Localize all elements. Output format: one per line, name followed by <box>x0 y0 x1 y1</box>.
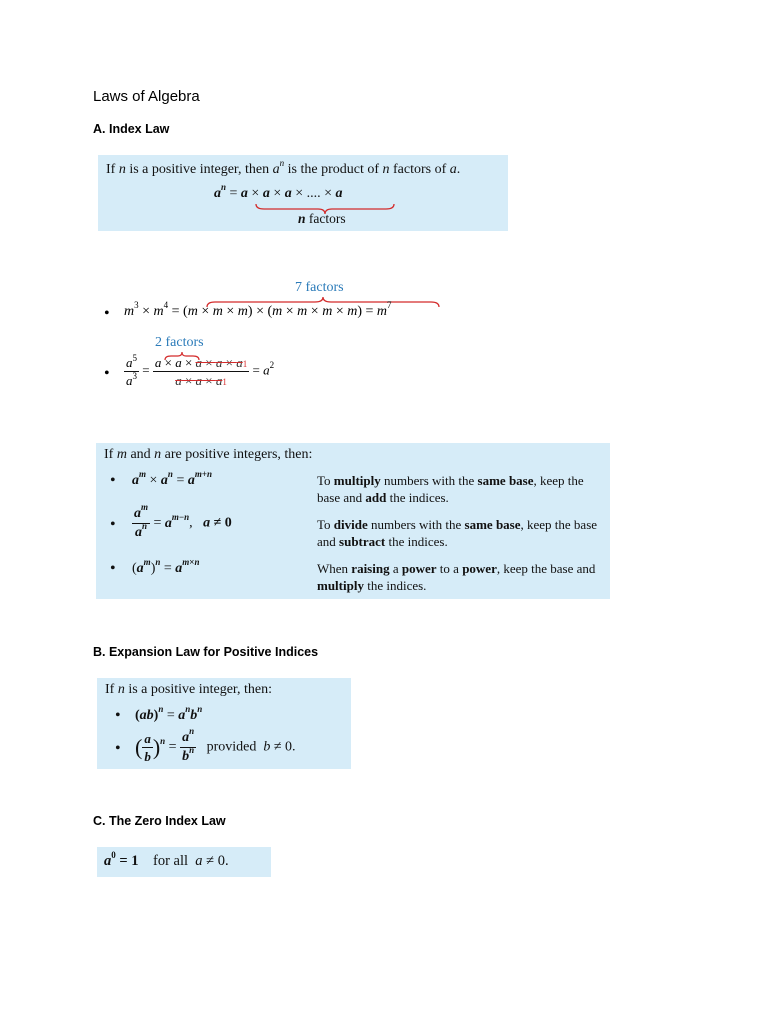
rule3-description: When raising a power to a power, keep the base and multiply the indices. <box>317 561 596 593</box>
rule1-description: To multiply numbers with the same base, keep the base and add the indices. <box>317 473 584 505</box>
section-a-heading: A. Index Law <box>93 122 170 136</box>
expansion-law-box <box>97 678 351 769</box>
rule3-formula: $(a^m)^n = a^{m\times n}$ <box>132 557 200 576</box>
expansion-rule1: $(ab)^n = a^nb^n$ <box>135 704 203 723</box>
ex2-bullet: • <box>104 365 110 382</box>
expansion-rule1-bullet: • <box>115 707 121 724</box>
rules-intro: If m and n are positive integers, then: <box>104 447 313 462</box>
zero-index-formula: $a^0 = 1$ for all a ≠ 0. <box>104 850 229 869</box>
zero-index-box <box>97 847 271 877</box>
section-b-heading: B. Expansion Law for Positive Indices <box>93 645 319 659</box>
factors-label: n factors <box>298 211 346 226</box>
rule1-bullet: • <box>110 472 116 489</box>
expansion-rule2-bullet: • <box>115 740 121 757</box>
ex1-equation: $m^3 \times m^4 = (m \times m \times m) \times (m \times m \times m \times m) = m^7$ <box>124 300 392 319</box>
rule2-bullet: • <box>110 516 116 533</box>
ex1-bullet: • <box>104 305 110 322</box>
expansion-intro: If n is a positive integer, then: <box>105 682 273 697</box>
definition-intro: If n is a positive integer, then $a^n$ is the product of n factors of a. <box>106 158 461 177</box>
ex2-equation: $\frac{a^5}{a^3}$ = $\frac{a \times a \times a \times a \times a1}{a \times a \times a1}$ = $a^2$ <box>126 352 275 388</box>
index-law-definition-box <box>98 155 508 231</box>
definition-formula: $a^n = a \times a \times a$ × .... × a <box>214 182 343 201</box>
rule2-description: To divide numbers with the same base, keep the base and subtract the indices. <box>317 517 598 549</box>
rule1-formula: $a^m \times a^n = a^{m+n}$ <box>132 469 213 488</box>
rule2-formula: $\frac{a^m}{a^n}$ = $a^{m-n}$, a ≠ 0 <box>134 502 232 540</box>
rule3-bullet: • <box>110 560 116 577</box>
ex2-factor-label: 2 factors <box>155 335 204 350</box>
page-title: Laws of Algebra <box>93 88 200 105</box>
ex1-factor-label: 7 factors <box>295 280 344 295</box>
index-rules-box <box>96 443 610 599</box>
section-c-heading: C. The Zero Index Law <box>93 814 226 828</box>
expansion-rule2: ( $\frac{a}{b}$ )$^n$ = $\frac{a^n}{b^n}$ provided b ≠ 0. <box>135 726 296 764</box>
